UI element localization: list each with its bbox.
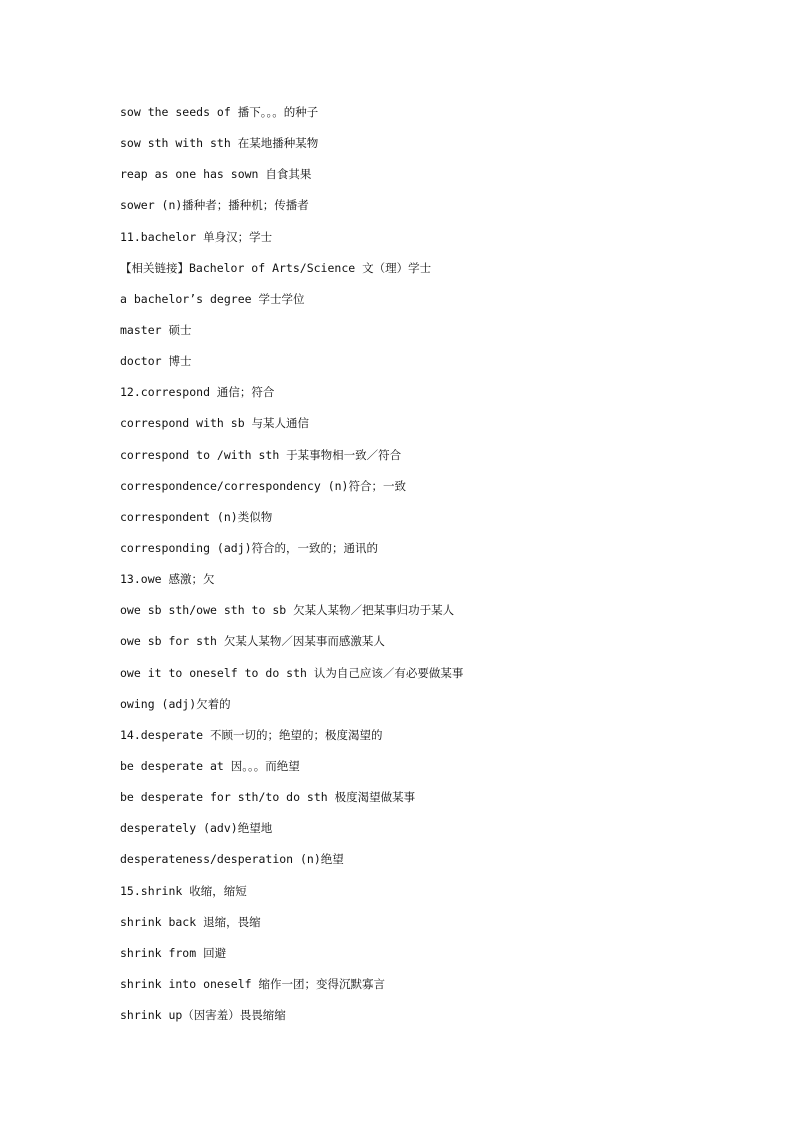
- document-body: [120, 102, 720, 1036]
- text-line: 【相关链接】Bachelor of Arts/Science 文（理）学士: [120, 260, 432, 275]
- text-line: reap as one has sown 自食其果: [120, 167, 312, 182]
- text-line: correspond with sb 与某人通信: [120, 416, 310, 431]
- text-line: owe sb sth/owe sth to sb 欠某人某物／把某事归功于某人: [120, 603, 455, 618]
- text-line: desperateness/desperation (n)绝望: [120, 852, 344, 867]
- text-line: owe sb for sth 欠某人某物／因某事而感激某人: [120, 634, 385, 649]
- text-line: correspondence/correspondency (n)符合；一致: [120, 478, 406, 493]
- text-line: shrink up（因害羞）畏畏缩缩: [120, 1008, 286, 1023]
- text-line: doctor 博士: [120, 354, 192, 369]
- text-line: owe it to oneself to do sth 认为自己应该／有必要做某事: [120, 665, 464, 680]
- text-line: be desperate at 因。。。而绝望: [120, 758, 300, 773]
- text-line: corresponding (adj)符合的，一致的；通讯的: [120, 540, 379, 555]
- entry-heading: 15.shrink 收缩，缩短: [120, 883, 247, 898]
- entry-heading: 13.owe 感激；欠: [120, 572, 215, 587]
- text-line: shrink back 退缩，畏缩: [120, 914, 261, 929]
- text-line: be desperate for sth/to do sth 极度渴望做某事: [120, 790, 416, 805]
- text-line: sow sth with sth 在某地播种某物: [120, 136, 319, 151]
- text-line: master 硕士: [120, 322, 192, 337]
- text-line: shrink into oneself 缩作一团；变得沉默寡言: [120, 976, 385, 991]
- text-line: correspond to /with sth 于某事物相一致／符合: [120, 447, 402, 462]
- entry-heading: 12.correspond 通信；符合: [120, 385, 275, 400]
- text-line: desperately (adv)绝望地: [120, 821, 273, 836]
- entry-heading: 14.desperate 不顾一切的；绝望的；极度渴望的: [120, 727, 383, 742]
- text-line: shrink from 回避: [120, 945, 227, 960]
- text-line: sow the seeds of 播下。。。的种子: [120, 105, 319, 119]
- text-line: owing (adj)欠着的: [120, 696, 231, 711]
- text-line: a bachelor’s degree 学士学位: [120, 291, 305, 306]
- text-line: correspondent (n)类似物: [120, 509, 273, 524]
- text-line: sower (n)播种者；播种机；传播者: [120, 198, 309, 213]
- entry-heading: 11.bachelor 单身汉；学士: [120, 229, 273, 244]
